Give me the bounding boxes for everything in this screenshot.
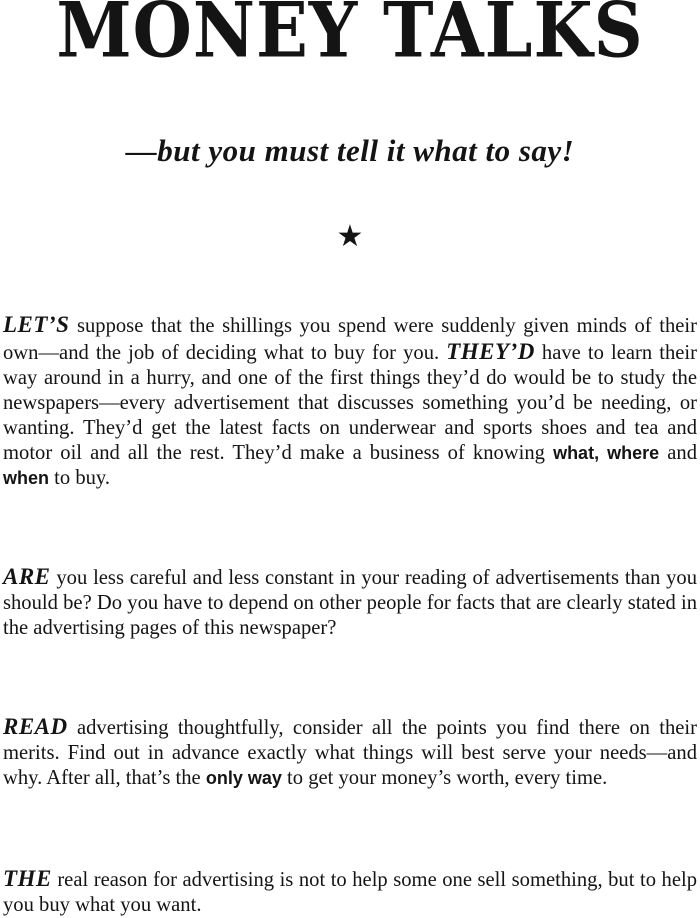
emphasis-only-way: only way	[205, 768, 282, 788]
paragraph-text: have to learn their way around in a hurry, and one of the first things they’d do would be to study the newspapers—every advertisement that discusses something you’d be needing, or wanting. They’d get the latest facts on underwear and sports shoes and tea and motor oil and all the rest. They’d make a business of knowing	[3, 342, 697, 464]
paragraph-are-you	[3, 564, 697, 641]
paragraph-text: to get your money’s worth, every time.	[281, 767, 608, 789]
paragraph-text: advertising thoughtfully, consider all the points you find there on their merits. Find out in advance exactly what things will best serve your needs—and why. After all, that’s the	[3, 717, 697, 789]
paragraph-text: real reason for advertising is not to help some one sell something, but to help you buy what you want.	[3, 869, 697, 916]
paragraph-lead-word: ARE	[3, 564, 51, 589]
paragraph-lead-word: READ	[3, 714, 68, 739]
paragraph-text: you less careful and less constant in your reading of advertisements than you should be? Do you have to depend on other people for facts that are clearly stated in the advertising pages of this newspaper?	[3, 567, 697, 639]
paragraph-lets-suppose	[3, 312, 697, 491]
paragraph-lead-word: LET’S	[3, 312, 70, 337]
paragraph-the-real-reason	[3, 866, 697, 918]
paragraph-text: to buy.	[49, 467, 111, 489]
emphasis-where: where	[607, 443, 660, 463]
subheadline: —but you must tell it what to say!	[125, 133, 575, 168]
emphasis-when: when	[3, 468, 50, 488]
star-icon: ★	[336, 219, 364, 254]
paragraph-read-advertising	[3, 714, 697, 791]
emphasis-what: what,	[553, 443, 600, 463]
paragraph-lead-word: THE	[3, 866, 52, 891]
paragraph-lead-word: THEY’D	[446, 339, 535, 364]
paragraph-text: and	[659, 442, 697, 464]
headline: MONEY TALKS	[56, 0, 644, 76]
paragraph-text: suppose that the shillings you spend were suddenly given minds of their own—and the job of deciding what to buy for you.	[3, 315, 697, 364]
